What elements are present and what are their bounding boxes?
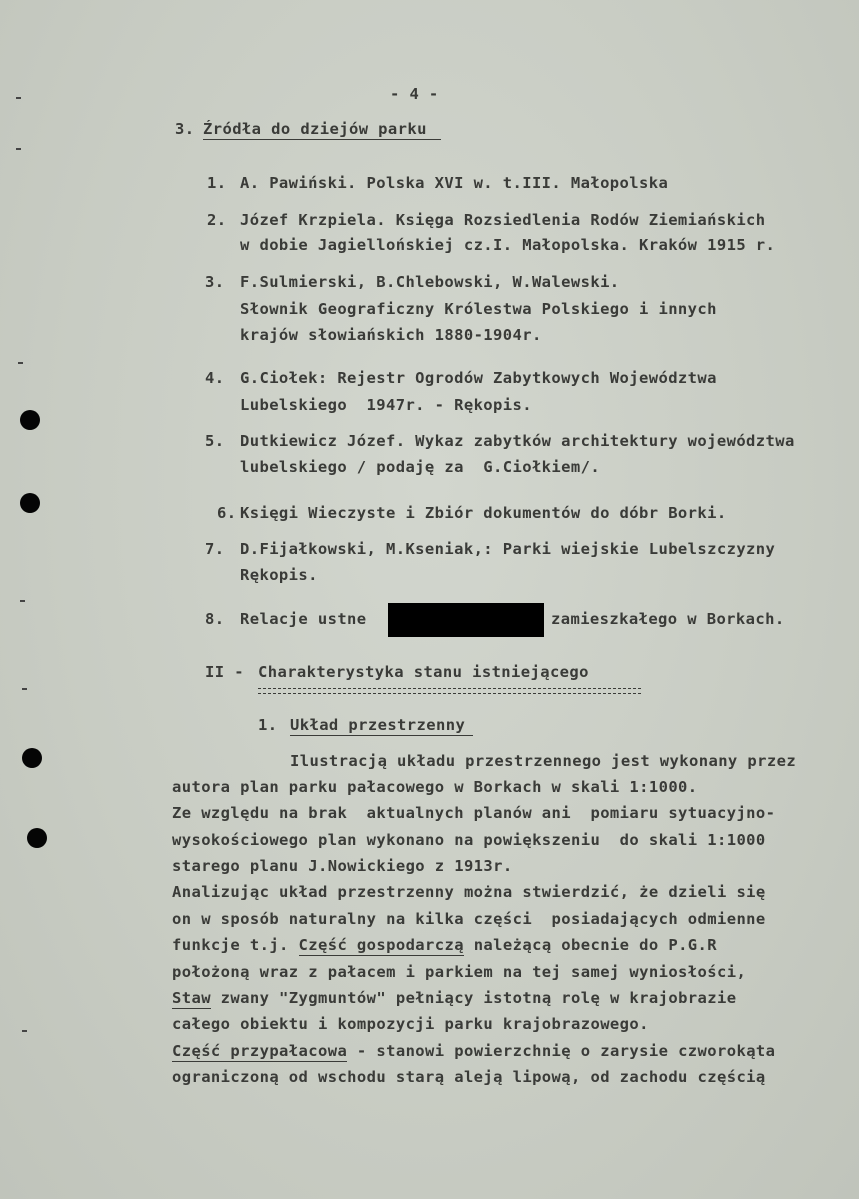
list-item: Słownik Geograficzny Królestwa Polskiego i innych	[240, 300, 717, 318]
list-item-number: 4.	[205, 369, 225, 387]
body-text-line: wysokościowego plan wykonano na powiększeniu do skali 1:1000	[172, 831, 766, 849]
subsection-title: Układ przestrzenny	[290, 718, 473, 736]
body-text-line	[172, 991, 736, 1007]
list-item-number: 2.	[207, 211, 227, 229]
punch-hole	[20, 410, 40, 430]
punch-hole	[20, 493, 40, 513]
body-text-line	[172, 938, 717, 954]
list-item: D.Fijałkowski, M.Kseniak,: Parki wiejskie Lubelszczyzny	[240, 540, 776, 558]
list-item: lubelskiego / podaję za G.Ciołkiem/.	[240, 458, 601, 476]
list-item-number: 6.	[217, 504, 237, 522]
body-text-line: starego planu J.Nowickiego z 1913r.	[172, 857, 513, 875]
margin-mark	[16, 148, 21, 150]
section-title: Charakterystyka stanu istniejącego	[258, 663, 589, 681]
body-text-line: Ilustracją układu przestrzennego jest wykonany przez	[290, 752, 797, 770]
body-text-line: autora plan parku pałacowego w Borkach w skali 1:1000.	[172, 778, 698, 796]
punch-hole	[27, 828, 47, 848]
body-text-segment: funkcje t.j.	[172, 936, 299, 954]
body-text-line: położoną wraz z pałacem i parkiem na tej samej wyniosłości,	[172, 963, 747, 981]
list-item: Józef Krzpiela. Księga Rozsiedlenia Rodów Ziemiańskich	[240, 211, 766, 229]
list-item: F.Sulmierski, B.Chlebowski, W.Walewski.	[240, 273, 620, 291]
margin-mark	[22, 688, 27, 690]
margin-mark	[16, 97, 21, 99]
underlined-term: Staw	[172, 989, 211, 1007]
body-text-line: Analizując układ przestrzenny można stwierdzić, że dzieli się	[172, 883, 766, 901]
list-item-number: 3.	[205, 273, 225, 291]
list-item: krajów słowiańskich 1880-1904r.	[240, 326, 542, 344]
body-text-line: całego obiektu i kompozycji parku krajobrazowego.	[172, 1015, 649, 1033]
punch-hole	[22, 748, 42, 768]
list-item: Księgi Wieczyste i Zbiór dokumentów do dóbr Borki.	[240, 504, 727, 522]
list-item: A. Pawiński. Polska XVI w. t.III. Małopolska	[240, 174, 669, 192]
body-text-line: ograniczoną od wschodu starą aleją lipową, od zachodu częścią	[172, 1068, 766, 1086]
list-item: zamieszkałego w Borkach.	[551, 610, 785, 628]
body-text-segment: należącą obecnie do P.G.R	[463, 936, 717, 954]
subsection-number: 1.	[258, 716, 278, 734]
margin-mark	[22, 1030, 27, 1032]
list-item: Lubelskiego 1947r. - Rękopis.	[240, 396, 532, 414]
list-item: G.Ciołek: Rejestr Ogrodów Zabytkowych Województwa	[240, 369, 717, 387]
underlined-term: Część gospodarczą	[298, 936, 464, 954]
page-number: - 4 -	[390, 85, 439, 103]
list-item: Rękopis.	[240, 566, 318, 584]
section-number: II -	[205, 663, 244, 681]
margin-mark	[20, 600, 25, 602]
list-item: w dobie Jagiellońskiej cz.I. Małopolska. Kraków 1915 r.	[240, 236, 776, 254]
list-item: Dutkiewicz Józef. Wykaz zabytków architektury województwa	[240, 432, 795, 450]
section-number: 3.	[175, 120, 195, 138]
body-text-segment: zwany "Zygmuntów" pełniący istotną rolę w krajobrazie	[210, 989, 737, 1007]
body-text-line: Ze względu na brak aktualnych planów ani pomiaru sytuacyjno-	[172, 804, 776, 822]
margin-mark	[18, 362, 23, 364]
body-text-line: on w sposób naturalny na kilka części posiadających odmienne	[172, 910, 766, 928]
list-item-number: 1.	[207, 174, 227, 192]
underlined-term: Część przypałacowa	[172, 1042, 348, 1060]
body-text-line	[172, 1044, 775, 1060]
list-item-number: 8.	[205, 610, 225, 628]
list-item-number: 7.	[205, 540, 225, 558]
double-underline	[258, 688, 641, 694]
list-item: Relacje ustne	[240, 610, 367, 628]
body-text-segment: - stanowi powierzchnię o zarysie czworokąta	[347, 1042, 776, 1060]
list-item-number: 5.	[205, 432, 225, 450]
section-title: Źródła do dziejów parku	[203, 122, 441, 140]
redaction-bar	[388, 603, 544, 637]
